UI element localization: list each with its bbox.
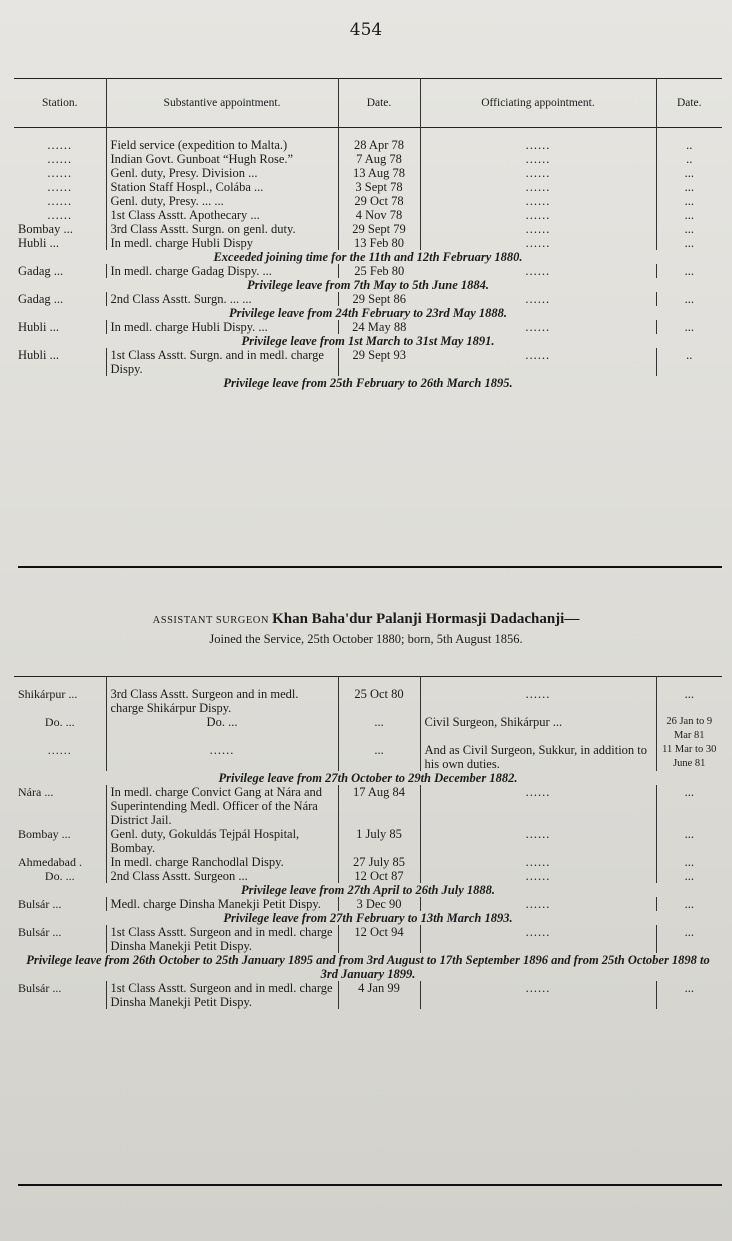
table-row: Bulsár ... 1st Class Asstt. Surgeon and in medl. charge Dinsha Manekji Petit Dispy. 4 Jan 99 ...... ... [14,981,722,1009]
table-row: ...... ...... ... And as Civil Surgeon, Sukkur, in addition to his own duties. 11 Mar to 30 June 81 [14,743,722,771]
table-row: ...... Station Staff Hospl., Colába ... 3 Sept 78 ...... ... [14,180,722,194]
table-row: Shikárpur ... 3rd Class Asstt. Surgeon and in medl. charge Shikárpur Dispy. 25 Oct 80 ...... ... [14,687,722,715]
bottom-rule [18,1184,722,1186]
table-row: Hubli ... In medl. charge Hubli Dispy 13 Feb 80 ...... ... [14,236,722,250]
header-substantive: Substantive appointment. [106,79,338,128]
table-row: ...... Genl. duty, Presy. ... ... 29 Oct 78 ...... ... [14,194,722,208]
leave-note: Privilege leave from 26th October to 25th January 1895 and from 3rd August to 17th September 1896 and from 25th October 1898 to 3rd January 1899. [26,952,710,981]
table-row: Bombay ... 3rd Class Asstt. Surgn. on genl. duty. 29 Sept 79 ...... ... [14,222,722,236]
table-row: ...... 1st Class Asstt. Apothecary ... 4 Nov 78 ...... ... [14,208,722,222]
table-row: ...... Genl. duty, Presy. Division ... 13 Aug 78 ...... ... [14,166,722,180]
leave-note: Privilege leave from 24th February to 23rd May 1888. [228,305,508,320]
service-record-table-1 [14,78,722,390]
table-row: Ahmedabad . In medl. charge Ranchodlal Dispy. 27 July 85 ...... ... [14,855,722,869]
table-row: Hubli ... In medl. charge Hubli Dispy. ... 24 May 88 ...... ... [14,320,722,334]
leave-note: Privilege leave from 7th May to 5th June 1884. [247,277,489,292]
header-date: Date. [338,79,420,128]
section-divider [18,566,722,568]
table-row: Nára ... In medl. charge Convict Gang at Nára and Superintending Medl. Officer of the Nára District Jail. 17 Aug 84 ...... ... [14,785,722,827]
table-row: Bombay ... Genl. duty, Gokuldás Tejpál Hospital, Bombay. 1 July 85 ...... ... [14,827,722,855]
officer-heading [0,610,732,648]
leave-note: Privilege leave from 25th February to 26th March 1895. [223,375,513,390]
officer-rank: ASSISTANT SURGEON [152,615,269,626]
header-officiating-date: Date. [656,79,722,128]
leave-note: Privilege leave from 27th April to 26th July 1888. [240,882,496,897]
table-row: Gadag ... 2nd Class Asstt. Surgn. ... ... 29 Sept 86 ...... ... [14,292,722,306]
leave-note: Privilege leave from 27th October to 29th December 1882. [218,770,518,785]
leave-note: Privilege leave from 1st March to 31st May 1891. [241,333,495,348]
table-row: ...... Field service (expedition to Malta.) 28 Apr 78 ...... .. [14,138,722,152]
leave-note: Exceeded joining time for the 11th and 12th February 1880. [213,249,523,264]
header-station: Station. [42,97,78,109]
table-row: Do. ... 2nd Class Asstt. Surgeon ... 12 Oct 87 ...... ... [14,869,722,883]
table-row: Bulsár ... Medl. charge Dinsha Manekji Petit Dispy. 3 Dec 90 ...... ... [14,897,722,911]
table-row: ...... Indian Govt. Gunboat “Hugh Rose.” 7 Aug 78 ...... .. [14,152,722,166]
table-header-row [14,79,722,128]
table-row: Gadag ... In medl. charge Gadag Dispy. ... 25 Feb 80 ...... ... [14,264,722,278]
header-officiating: Officiating appointment. [420,79,656,128]
officer-subtitle: Joined the Service, 25th October 1880; born, 5th August 1856. [209,632,523,646]
page-number: 454 [349,20,383,40]
table-row: Do. ... Do. ... ... Civil Surgeon, Shikárpur ... 26 Jan to 9 Mar 81 [14,715,722,743]
officer-name: Khan Baha'dur Palanji Hormasji Dadachanji— [272,611,580,627]
table-row: Hubli ... 1st Class Asstt. Surgn. and in medl. charge Dispy. 29 Sept 93 ...... .. [14,348,722,376]
leave-note: Privilege leave from 27th February to 13th March 1893. [223,910,513,925]
table-row: Bulsár ... 1st Class Asstt. Surgeon and in medl. charge Dinsha Manekji Petit Dispy. 12 Oct 94 ...... ... [14,925,722,953]
service-record-table-2 [14,676,722,1009]
